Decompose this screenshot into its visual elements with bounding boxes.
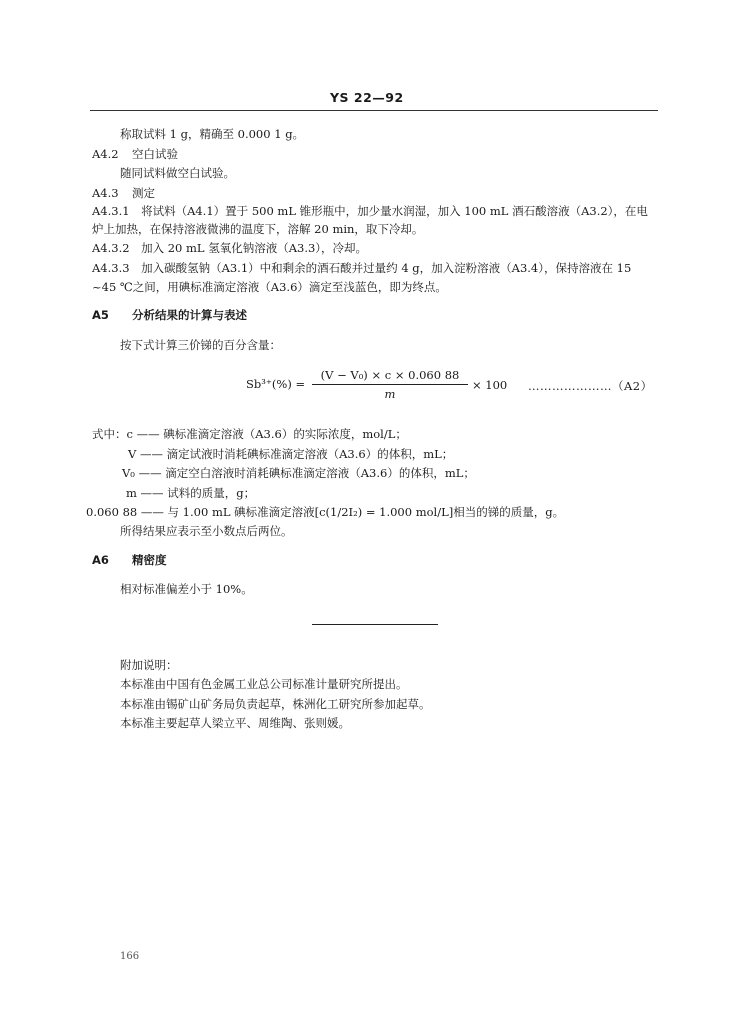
section-number: A4.2 — [92, 147, 119, 161]
note-authors: 本标准主要起草人梁立平、周维陶、张则媛。 — [120, 716, 350, 730]
section-title: 分析结果的计算与表述 — [132, 308, 247, 322]
section-a4-2-heading — [92, 146, 178, 162]
equation-number: …………………（A2） — [528, 379, 653, 393]
where-c: 式中：c —— 碘标准滴定溶液（A3.6）的实际浓度，mol/L； — [92, 427, 407, 441]
step-a4-3-1-line2: 炉上加热，在保持溶液微沸的温度下，溶解 20 min，取下冷却。 — [92, 222, 424, 236]
formula-lhs: Sb³⁺(%) = — [246, 377, 306, 391]
where-v0: V₀ —— 滴定空白溶液时消耗碘标准滴定溶液（A3.6）的体积，mL； — [122, 466, 475, 480]
formula-denominator: m — [384, 387, 396, 401]
where-m: m —— 试料的质量，g； — [126, 486, 256, 500]
formula-intro: 按下式计算三价锑的百分含量： — [120, 338, 281, 352]
step-a4-3-1-line1: A4.3.1 将试料（A4.1）置于 500 mL 锥形瓶中，加少量水润湿，加入 100 mL 酒石酸溶液（A3.2），在电 — [92, 204, 648, 218]
formula-multiplier: × 100 — [472, 378, 508, 392]
where-v: V —— 滴定试液时消耗碘标准滴定溶液（A3.6）的体积，mL； — [128, 447, 454, 461]
precision-text: 相对标准偏差小于 10%。 — [120, 582, 253, 596]
standard-number-header: YS 22—92 — [330, 90, 404, 105]
rounding-note: 所得结果应表示至小数点后两位。 — [120, 524, 293, 538]
page-number: 166 — [120, 951, 140, 962]
end-divider — [312, 624, 438, 625]
where-constant: 0.060 88 —— 与 1.00 mL 碘标准滴定溶液[c(1/2I₂) = 1.000 mol/L]相当的锑的质量，g。 — [86, 505, 565, 519]
step-a4-3-2: A4.3.2 加入 20 mL 氢氧化钠溶液（A3.3），冷却。 — [92, 241, 368, 255]
note-drafter: 本标准由锡矿山矿务局负责起草，株洲化工研究所参加起草。 — [120, 697, 431, 711]
formula-numerator: (V − V₀) × c × 0.060 88 — [312, 368, 468, 385]
section-a6-heading — [92, 552, 167, 568]
section-title: 空白试验 — [132, 147, 178, 161]
notes-title: 附加说明： — [120, 658, 178, 672]
header-rule — [90, 110, 658, 111]
section-title: 精密度 — [132, 553, 167, 567]
weighing-line: 称取试料 1 g，精确至 0.000 1 g。 — [120, 127, 305, 141]
note-proposer: 本标准由中国有色金属工业总公司标准计量研究所提出。 — [120, 677, 408, 691]
step-a4-3-3-line1: A4.3.3 加入碳酸氢钠（A3.1）中和剩余的酒石酸并过量约 4 g，加入淀粉溶液（A3.4），保持溶液在 15 — [92, 261, 632, 275]
formula-fraction — [312, 368, 468, 401]
blank-test-text: 随同试料做空白试验。 — [120, 166, 235, 180]
section-a4-3-heading — [92, 185, 155, 201]
step-a4-3-3-line2: ~45 ℃之间，用碘标准滴定溶液（A3.6）滴定至浅蓝色，即为终点。 — [92, 280, 447, 294]
section-number: A4.3 — [92, 186, 119, 200]
section-number: A6 — [92, 553, 109, 567]
section-a5-heading — [92, 307, 247, 323]
section-number: A5 — [92, 308, 109, 322]
section-title: 测定 — [132, 186, 155, 200]
